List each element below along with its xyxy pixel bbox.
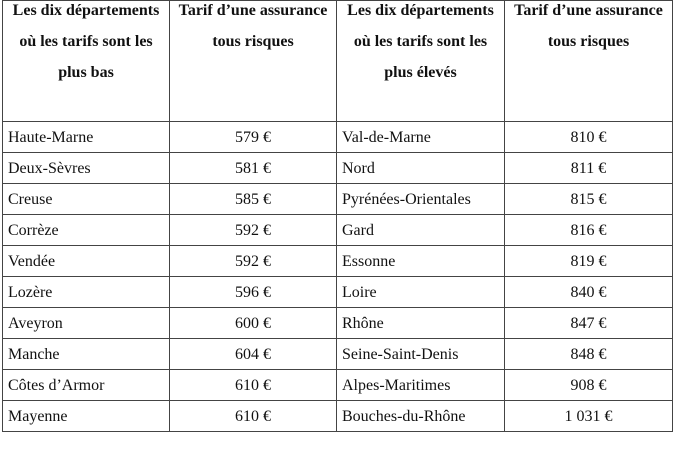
low-price-cell: 585 €	[170, 184, 337, 215]
low-price-cell: 592 €	[170, 246, 337, 277]
high-department-cell: Bouches-du-Rhône	[337, 401, 505, 432]
low-price-cell: 610 €	[170, 370, 337, 401]
header-lowest-departments	[3, 1, 170, 122]
high-department-cell: Alpes-Maritimes	[337, 370, 505, 401]
high-department-cell: Rhône	[337, 308, 505, 339]
low-department-cell: Creuse	[3, 184, 170, 215]
table-row	[3, 308, 673, 339]
table-row	[3, 184, 673, 215]
low-department-cell: Deux-Sèvres	[3, 153, 170, 184]
low-department-cell: Haute-Marne	[3, 122, 170, 153]
high-department-cell: Gard	[337, 215, 505, 246]
low-department-cell: Mayenne	[3, 401, 170, 432]
header-low-price	[170, 1, 337, 122]
header-label: Les dix départements où les tarifs sont les plus bas	[12, 2, 160, 81]
high-department-cell: Loire	[337, 277, 505, 308]
low-department-cell: Corrèze	[3, 215, 170, 246]
low-department-cell: Manche	[3, 339, 170, 370]
low-price-cell: 592 €	[170, 215, 337, 246]
high-department-cell: Seine-Saint-Denis	[337, 339, 505, 370]
high-price-cell: 908 €	[505, 370, 673, 401]
low-department-cell: Vendée	[3, 246, 170, 277]
high-department-cell: Pyrénées-Orientales	[337, 184, 505, 215]
low-price-cell: 579 €	[170, 122, 337, 153]
insurance-rates-table	[2, 0, 673, 432]
table-row	[3, 370, 673, 401]
header-row	[3, 1, 673, 122]
table-row	[3, 122, 673, 153]
table-row	[3, 339, 673, 370]
high-price-cell: 811 €	[505, 153, 673, 184]
header-label: Tarif d’une assurance tous risques	[514, 2, 663, 50]
high-price-cell: 848 €	[505, 339, 673, 370]
high-price-cell: 815 €	[505, 184, 673, 215]
low-department-cell: Lozère	[3, 277, 170, 308]
low-price-cell: 604 €	[170, 339, 337, 370]
high-price-cell: 819 €	[505, 246, 673, 277]
header-high-price	[505, 1, 673, 122]
table-row	[3, 215, 673, 246]
high-department-cell: Nord	[337, 153, 505, 184]
header-highest-departments	[337, 1, 505, 122]
high-price-cell: 847 €	[505, 308, 673, 339]
high-department-cell: Val-de-Marne	[337, 122, 505, 153]
low-department-cell: Côtes d’Armor	[3, 370, 170, 401]
table-row	[3, 401, 673, 432]
table-row	[3, 153, 673, 184]
high-price-cell: 840 €	[505, 277, 673, 308]
high-price-cell: 816 €	[505, 215, 673, 246]
header-label: Les dix départements où les tarifs sont les plus élevés	[347, 2, 494, 81]
low-price-cell: 581 €	[170, 153, 337, 184]
low-price-cell: 596 €	[170, 277, 337, 308]
table-row	[3, 277, 673, 308]
high-price-cell: 810 €	[505, 122, 673, 153]
low-price-cell: 610 €	[170, 401, 337, 432]
low-department-cell: Aveyron	[3, 308, 170, 339]
header-label: Tarif d’une assurance tous risques	[178, 2, 328, 50]
table-row	[3, 246, 673, 277]
high-department-cell: Essonne	[337, 246, 505, 277]
high-price-cell: 1 031 €	[505, 401, 673, 432]
low-price-cell: 600 €	[170, 308, 337, 339]
